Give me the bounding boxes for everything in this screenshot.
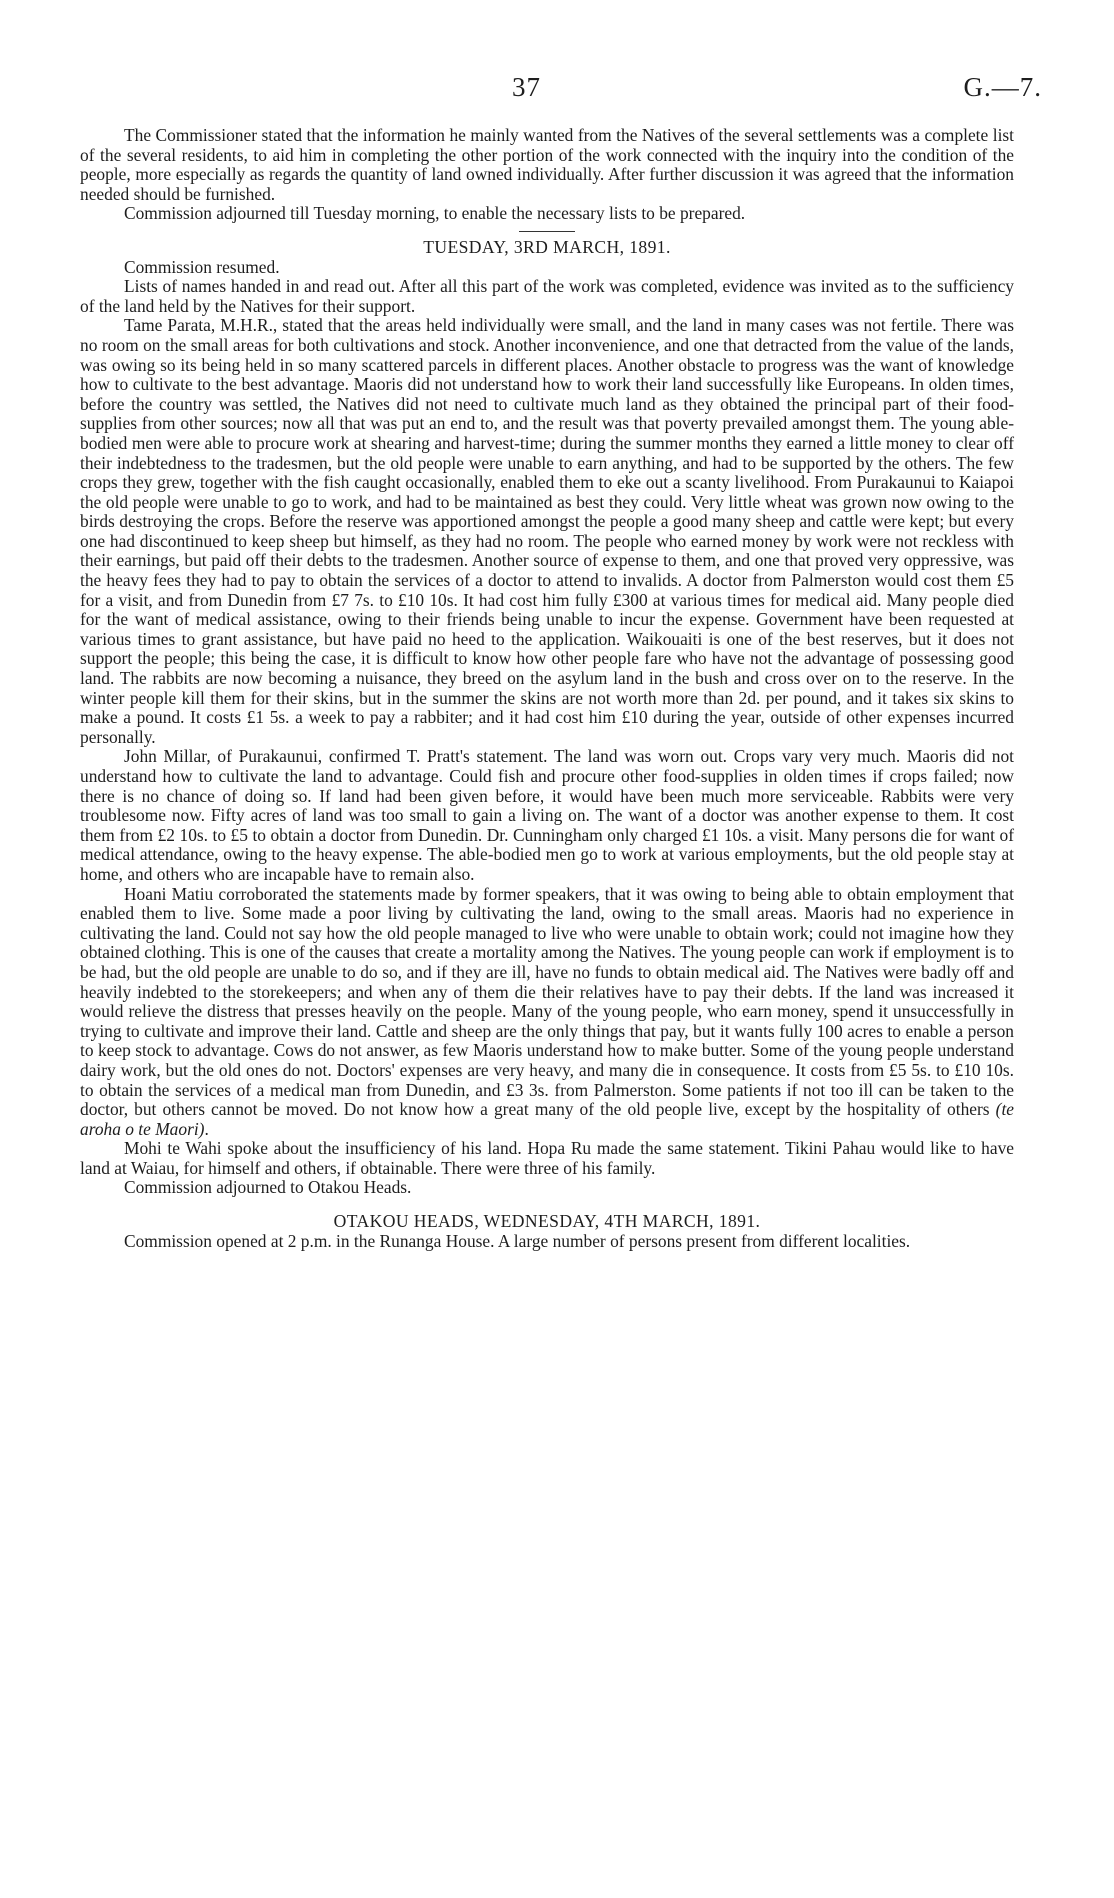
hoani-matiu-end: .	[204, 1118, 209, 1139]
paragraph-commission-resumed: Commission resumed.	[124, 256, 280, 277]
maori-phrase: (te aroha o te Maori)	[80, 1099, 1014, 1139]
document-reference: G.—7.	[963, 72, 1042, 102]
section-gap	[80, 1198, 1014, 1212]
paragraph-lists-of-names: Lists of names handed in and read out. After all this part of the work was completed, evidence was invited as to the sufficiency of the land held by the Natives for their support.	[80, 276, 1014, 316]
paragraph-hoani-matiu	[80, 885, 1014, 1140]
heading-otakou-heads: OTAKOU HEADS, WEDNESDAY, 4TH MARCH, 1891.	[333, 1211, 761, 1232]
paragraph-adjourned-otakou: Commission adjourned to Otakou Heads.	[124, 1177, 412, 1198]
document-body	[80, 126, 1014, 1251]
section-divider	[519, 231, 575, 232]
paragraph-john-millar: John Millar, of Purakaunui, confirmed T. Pratt's statement. The land was worn out. Crops vary very much. Maoris did not understand how to cultivate the land to advantage. Could fish and procure other food-supplies in olden times if crops failed; now there is no chance of doing so. If land had been given before, it would have been much more serviceable. Rabbits were very troublesome now. Fifty acres of land was too small to gain a living on. The want of a doctor was another expense to them. It cost them from £2 10s. to £5 to obtain a doctor from Dunedin. Dr. Cunningham only charged £1 10s. a visit. Many persons die for want of medical attendance, owing to the heavy expense. The able-bodied men go to work at various employments, but the old people stay at home, and others who are incapable have to remain also.	[80, 746, 1014, 884]
page-header	[0, 62, 1114, 102]
page-number: 37	[512, 72, 541, 102]
heading-tuesday: TUESDAY, 3RD MARCH, 1891.	[423, 236, 671, 257]
paragraph-tame-parata: Tame Parata, M.H.R., stated that the areas held individually were small, and the land in many cases was not fertile. There was no room on the small areas for both cultivations and stock. Another inconvenience, and one that detracted from the value of the lands, was owing so its being held in so many scattered parcels in different places. Another obstacle to progress was the want of knowledge how to cultivate to the best advantage. Maoris did not understand how to work their land successfully like Europeans. In olden times, before the country was settled, the Natives did not need to cultivate much land as they obtained the principal part of their food-supplies from other sources; now all that was put an end to, and the result was that poverty prevailed amongst them. The young able-bodied men were able to procure work at shearing and harvest-time; during the summer months they earned a little money to clear off their indebtedness to the tradesmen, but the old people were unable to earn anything, and had to be supported by the others. The few crops they grew, together with the fish caught occasionally, enabled them to eke out a scanty livelihood. From Purakaunui to Kaiapoi the old people were unable to go to work, and had to be maintained as best they could. Very little wheat was grown now owing to the birds destroying the crops. Before the reserve was apportioned amongst the people a good many sheep and cattle were kept; but every one had discontinued to keep sheep but himself, as they had no room. The people who earned money by work were not reckless with their earnings, but paid off their debts to the tradesmen. Another source of expense to them, and one that proved very oppressive, was the heavy fees they had to pay to obtain the services of a doctor to attend to invalids. A doctor from Palmerston would cost them £5 for a visit, and from Dunedin from £7 7s. to £10 10s. It had cost him fully £300 at various times for medical aid. Many people died for the want of medical assistance, owing to their friends being unable to incur the expense. Government have been requested at various times to grant assistance, but have paid no heed to the application. Waikouaiti is one of the best reserves, but it does not support the people; this being the case, it is difficult to know how other people fare who have not the advantage of possessing good land. The rabbits are now becoming a nuisance, they breed on the asylum land in the bush and cross over on to the reserve. In the winter people kill them for their skins, but in the summer the skins are not worth more than 2d. per pound, and it takes six skins to make a pound. It costs £1 5s. a week to pay a rabbiter; and it had cost him £10 during the year, outside of other expenses incurred personally.	[80, 315, 1014, 747]
hoani-matiu-text: Hoani Matiu corroborated the statements made by former speakers, that it was owing to being able to obtain employment that enabled them to live. Some made a poor living by cultivating the land, owing to the small areas. Maoris had no experience in cultivating the land. Could not say how the old people managed to live who were unable to obtain work; could not imagine how they obtained clothing. This is one of the causes that create a mortality among the Natives. The young people can work if employment is to be had, but the old people are unable to do so, and if they are ill, have no funds to obtain medical aid. The Natives were badly off and heavily indebted to the storekeepers; and when any of them die their relatives have to pay their debts. If the land was increased it would relieve the distress that presses heavily on the people. Many of the young people, who earn money, spend it unsuccessfully in trying to cultivate and improve their land. Cattle and sheep are the only things that pay, but it wants fully 100 acres to enable a person to keep stock to advantage. Cows do not answer, as few Maoris understand how to make butter. Some of the young people understand dairy work, but the old ones do not. Doctors' expenses are very heavy, and many die in consequence. It costs from £5 5s. to £10 10s. to obtain the services of a medical man from Dunedin, and £3 3s. from Palmerston. Some patients if not too ill can be taken to the doctor, but others cannot be moved. Do not know how a great many of the old people live, except by the hospitality of others	[80, 883, 1014, 1120]
paragraph-commissioner-statement: The Commissioner stated that the information he mainly wanted from the Natives of the several settlements was a complete list of the several residents, to aid him in completing the other portion of the work connected with the inquiry into the condition of the people, more especially as regards the quantity of land owned individually. After further discussion it was agreed that the information needed should be furnished.	[80, 125, 1014, 204]
paragraph-commission-opened: Commission opened at 2 p.m. in the Runanga House. A large number of persons present from different localities.	[124, 1230, 911, 1251]
paragraph-adjourned-tuesday: Commission adjourned till Tuesday morning, to enable the necessary lists to be prepared.	[124, 203, 746, 224]
paragraph-mohi-te-wahi: Mohi te Wahi spoke about the insufficiency of his land. Hopa Ru made the same statement. Tikini Pahau would like to have land at Waiau, for himself and others, if obtainable. There were three of his family.	[80, 1138, 1014, 1178]
